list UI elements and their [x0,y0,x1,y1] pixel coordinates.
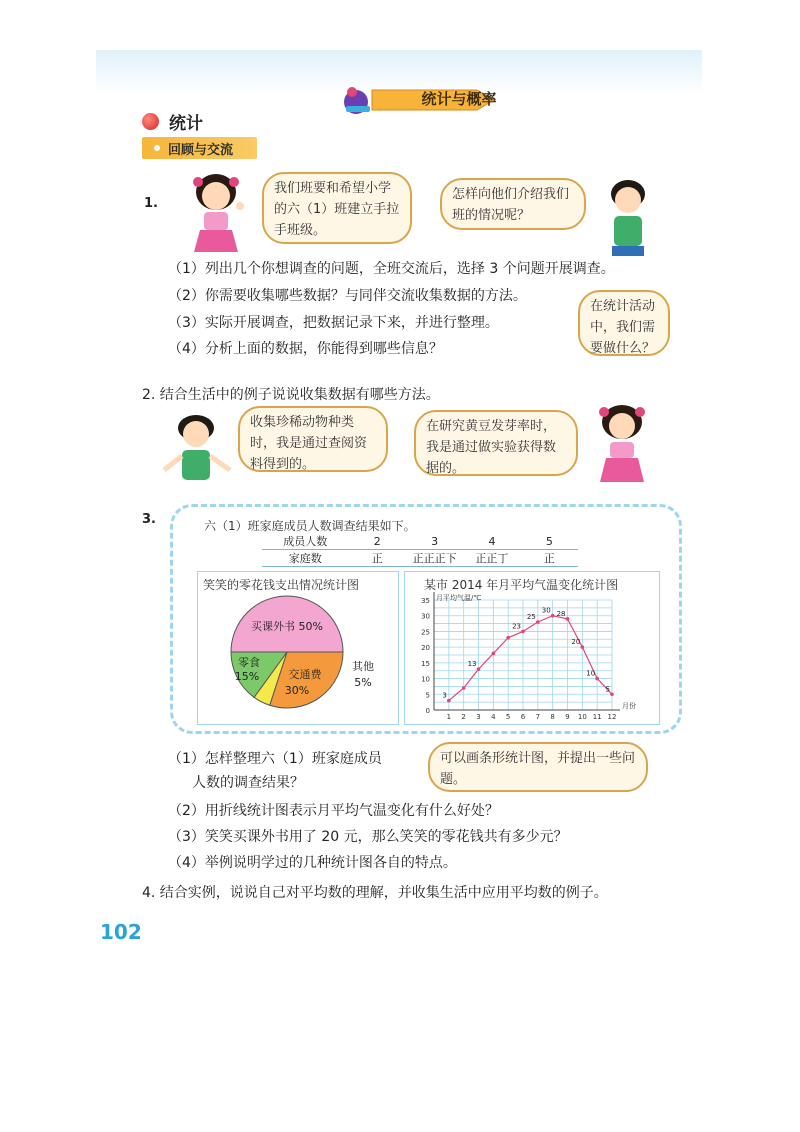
data-point [462,686,466,690]
data-point [447,699,451,703]
table-header-cell: 4 [463,533,520,550]
girl-illustration [186,170,248,262]
table-header-cell: 成员人数 [262,533,349,550]
y-tick-label: 0 [425,707,430,715]
q1-boy-speech-bubble: 怎样向他们介绍我们班的情况呢？ [440,178,586,230]
data-point [506,636,510,640]
section-title: 统计 [169,113,203,134]
family-size-table [262,533,578,567]
x-tick-label: 5 [505,713,511,721]
tag-dot-icon [154,145,160,151]
q3-table-caption: 六（1）班家庭成员人数调查结果如下。 [204,519,416,533]
data-label: 25 [526,613,536,621]
data-point [521,630,525,634]
table-cell: 正 [349,550,406,567]
table-cell: 正正正下 [406,550,463,567]
y-axis-label: 月平均气温/℃ [436,594,482,602]
q3-item-1b: 人数的调查结果？ [192,775,304,791]
table-cell: 正 [521,550,578,567]
pie-chart [197,590,397,720]
pie-label: 零食 [238,656,260,669]
data-point [610,692,614,696]
y-tick-label: 30 [421,612,430,621]
x-tick-label: 8 [550,713,555,721]
pie-chart-title: 笑笑的零花钱支出情况统计图 [203,578,360,592]
q4-question: 4. 结合实例，说说自己对平均数的理解，并收集生活中应用平均数的例子。 [142,885,608,901]
line-chart-title: 某市 2014 年月平均气温变化统计图 [424,578,619,592]
q3-item-3: （3）笑笑买课外书用了 20 元，那么笑笑的零花钱共有多少元？ [168,829,568,845]
data-point [551,614,555,618]
y-tick-label: 10 [421,675,430,684]
data-label: 30 [541,606,551,615]
x-tick-label: 1 [446,713,452,721]
q1-item-3: （3）实际开展调查，把数据记录下来，并进行整理。 [168,315,499,331]
data-point [581,645,585,649]
data-label: 3 [442,691,447,700]
table-header-cell: 5 [521,533,578,550]
pie-label: 其他 [352,660,374,673]
q2-right-speech-bubble: 在研究黄豆发芽率时，我是通过做实验获得数据的。 [414,410,578,476]
q1-item-4: （4）分析上面的数据，你能得到哪些信息？ [168,341,443,357]
pie-label: 30% [284,684,310,697]
data-point [566,617,570,621]
q1-side-thought-bubble: 在统计活动中，我们需要做什么？ [578,290,670,356]
q1-item-2: （2）你需要收集哪些数据？与同伴交流收集数据的方法。 [168,288,527,304]
y-tick-label: 5 [425,691,430,700]
girl-illustration-2 [592,402,654,492]
y-tick-label: 25 [421,628,430,637]
boy-illustration [600,176,656,258]
data-label: 10 [586,669,596,678]
page-number: 102 [100,920,142,944]
q3-item-4: （4）举例说明学过的几种统计图各自的特点。 [168,855,457,871]
data-label: 28 [556,609,566,618]
x-tick-label: 4 [491,713,496,721]
boy-illustration-2 [160,412,234,492]
x-tick-label: 3 [476,713,481,721]
data-point [477,667,481,671]
q1-girl-speech-bubble: 我们班要和希望小学的六（1）班建立手拉手班级。 [262,172,412,244]
data-point [536,620,540,624]
y-tick-label: 15 [421,659,430,668]
subsection-tag-label: 回顾与交流 [168,142,234,158]
x-tick-label: 10 [577,713,587,721]
pie-label: 5% [354,676,372,689]
table-row-label: 家庭数 [262,550,349,567]
x-tick-label: 12 [607,713,617,721]
q3-item-2: （2）用折线统计图表示月平均气温变化有什么好处？ [168,803,499,819]
section-header [142,110,203,132]
data-label: 5 [605,685,610,694]
line-chart [404,590,658,722]
data-point [595,677,599,681]
data-point [492,652,496,656]
q1-number: 1. [144,196,158,211]
q3-item-1a: （1）怎样整理六（1）班家庭成员 [168,751,382,767]
table-header-cell: 3 [406,533,463,550]
x-axis-label: 月份 [622,702,636,710]
data-label: 23 [512,622,521,631]
red-dot-icon [142,113,159,130]
pie-label: 交通费 [288,668,322,681]
x-tick-label: 6 [520,713,526,721]
pie-label: 15% [234,670,260,683]
q2-question: 2. 结合生活中的例子说说收集数据有哪些方法。 [142,387,440,403]
table-cell: 正正丁 [463,550,520,567]
x-tick-label: 7 [535,713,541,721]
subsection-tag [142,137,257,159]
table-header-cell: 2 [349,533,406,550]
chapter-banner [342,84,592,114]
q1-item-1: （1）列出几个你想调查的问题，全班交流后，选择 3 个问题开展调查。 [168,261,615,277]
x-tick-label: 9 [565,713,570,721]
x-tick-label: 2 [461,713,466,721]
y-tick-label: 20 [421,644,430,653]
data-label: 13 [467,660,477,669]
series-line [449,616,612,701]
y-tick-label: 35 [421,597,430,605]
pie-label: 买课外书 50% [251,620,323,633]
q3-number: 3. [142,512,156,527]
x-tick-label: 11 [592,713,602,721]
data-label: 20 [571,638,581,647]
q2-left-speech-bubble: 收集珍稀动物种类时，我是通过查阅资料得到的。 [238,406,388,472]
q3-speech-bubble: 可以画条形统计图，并提出一些问题。 [428,742,648,792]
chapter-title: 统计与概率 [421,90,497,108]
